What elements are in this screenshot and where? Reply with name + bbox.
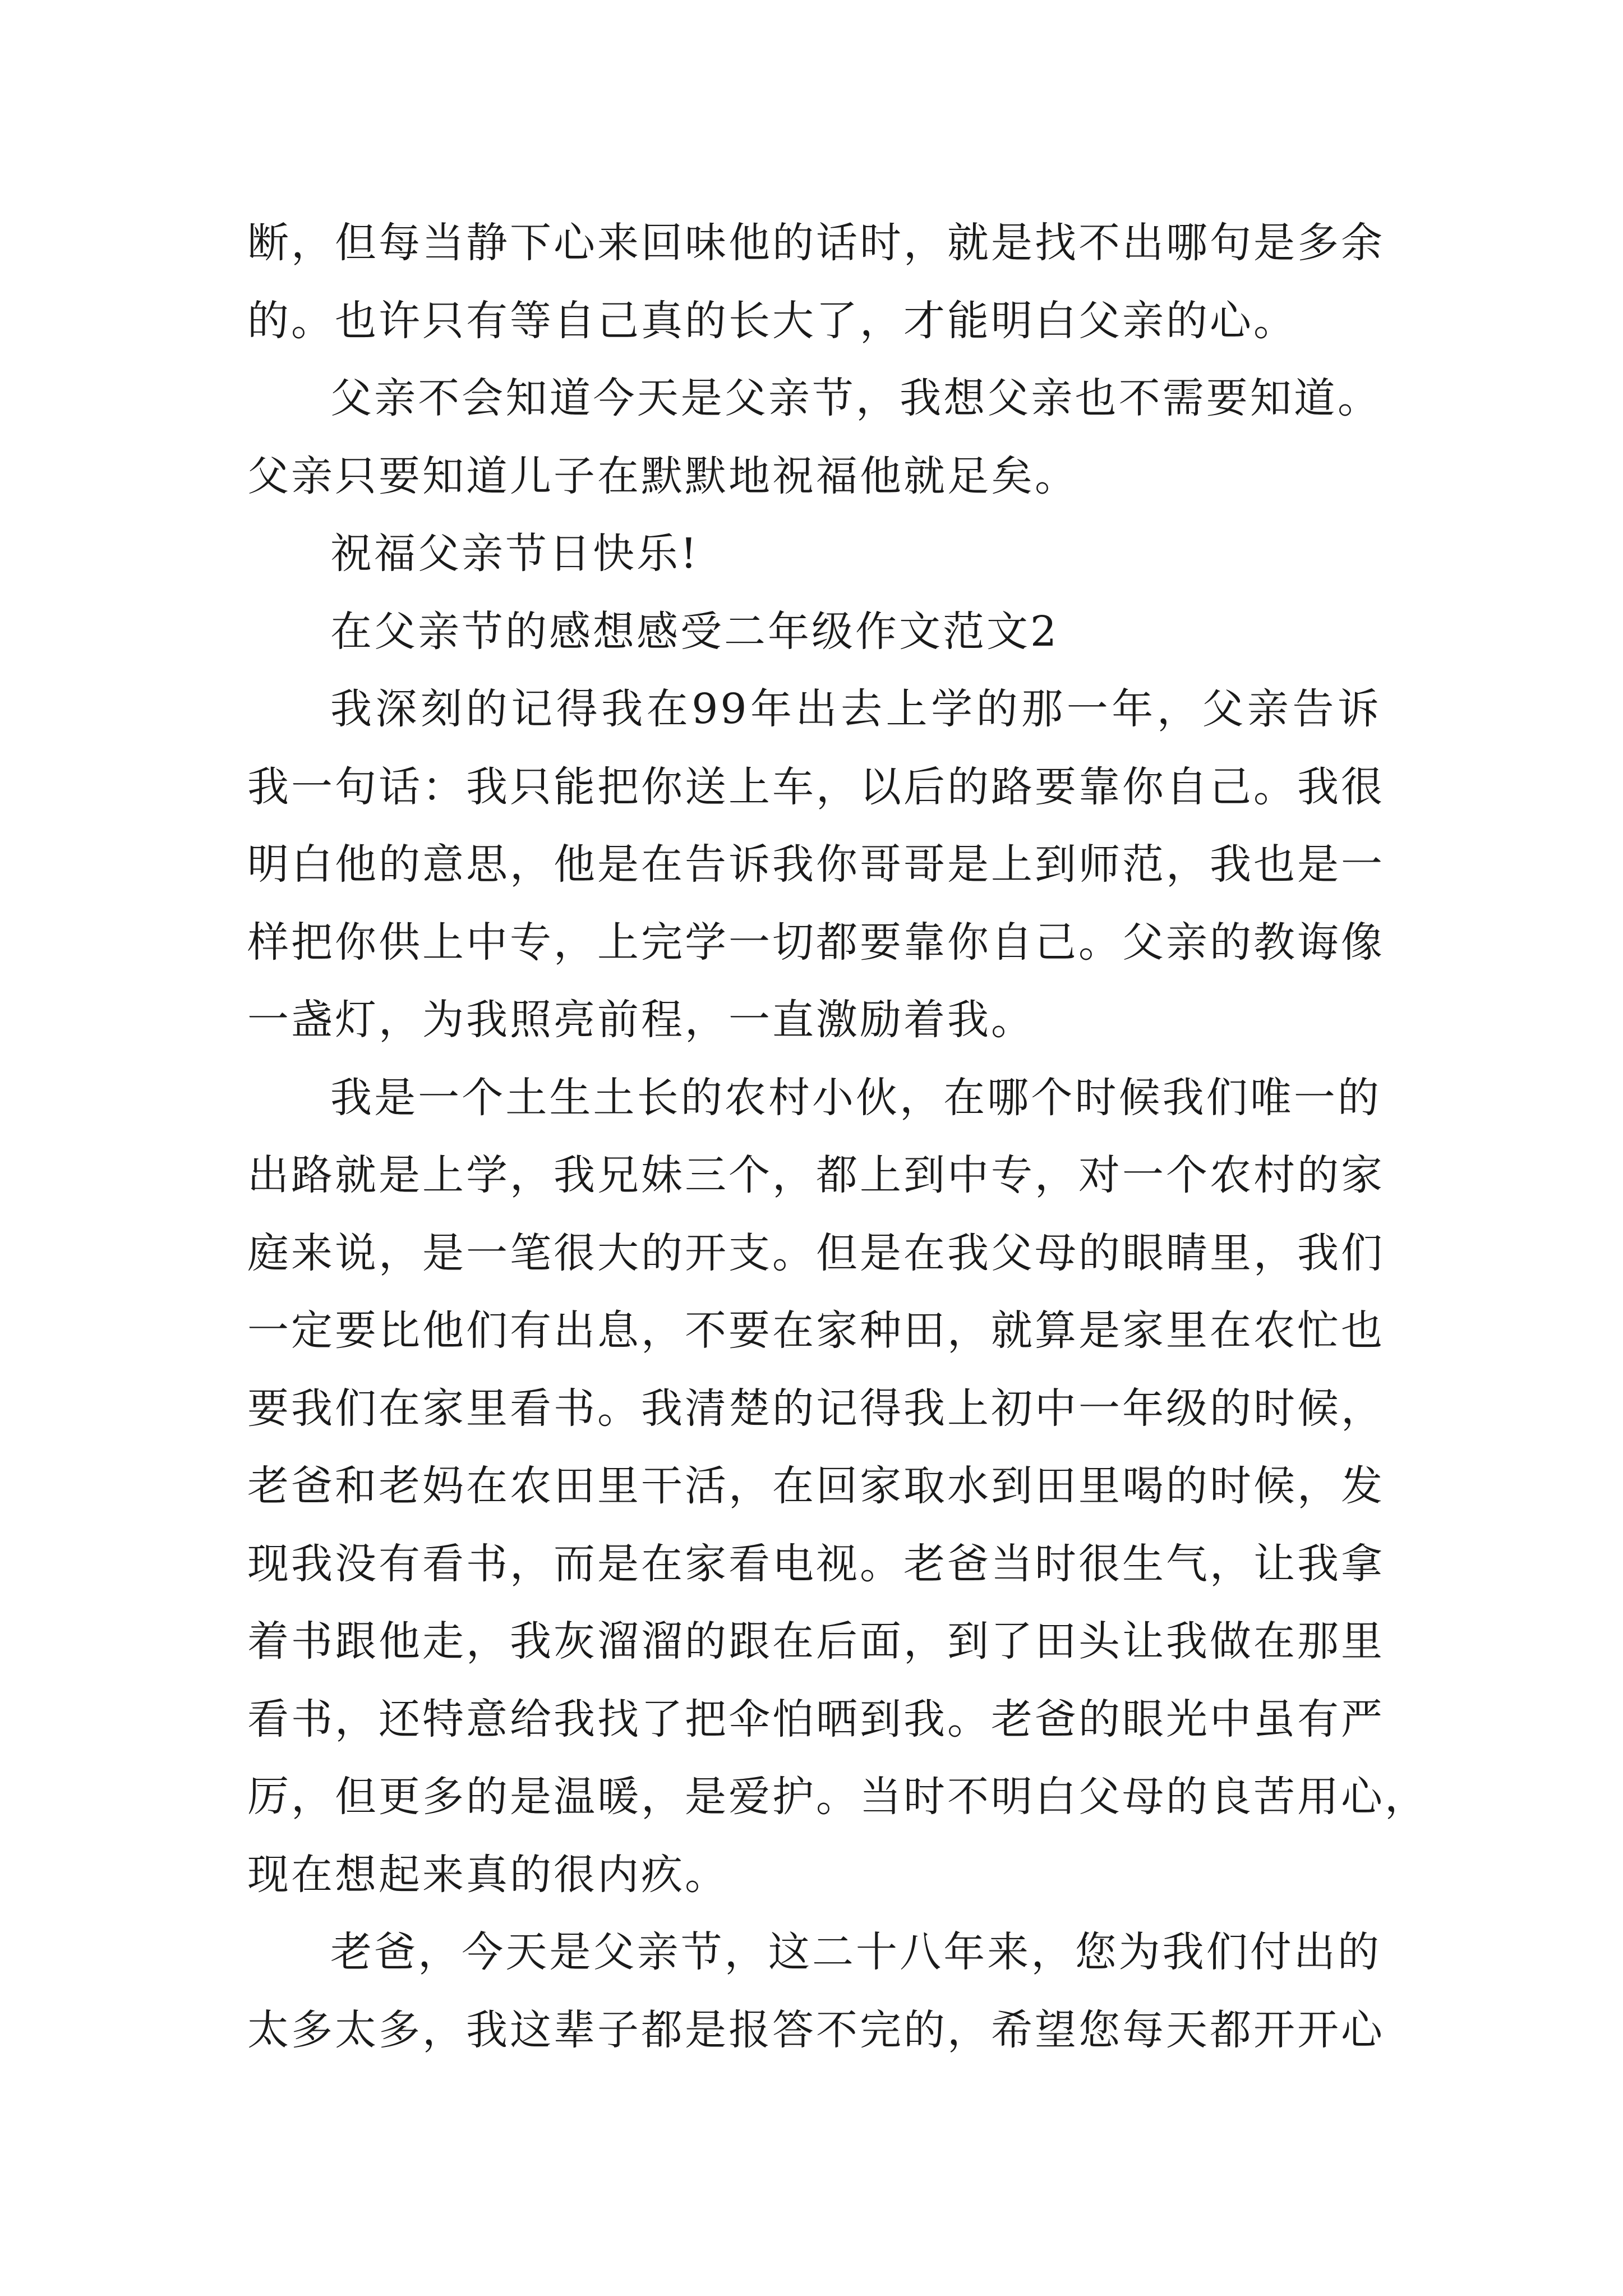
text-line: 父亲只要知道儿子在默默地祝福他就足矣。 — [247, 452, 1078, 500]
text-line: 我深刻的记得我在99年出去上学的那一年，父亲告诉 — [330, 685, 1381, 733]
document-body — [247, 204, 1428, 2069]
text-line: 我一句话：我只能把你送上车，以后的路要靠你自己。我很 — [247, 762, 1385, 811]
paragraph — [247, 670, 1385, 1059]
text-line: 老爸和老妈在农田里干活，在回家取水到田里喝的时候，发 — [247, 1462, 1385, 1510]
text-line: 现在想起来真的很内疚。 — [247, 1850, 728, 1899]
text-line: 祝福父亲节日快乐! — [330, 530, 699, 578]
text-line: 看书，还特意给我找了把伞怕晒到我。老爸的眼光中虽有严 — [247, 1695, 1385, 1743]
text-line: 明白他的意思，他是在告诉我你哥哥是上到师范，我也是一 — [247, 840, 1385, 889]
text-line: 太多太多，我这辈子都是报答不完的，希望您每天都开开心 — [247, 2005, 1385, 2054]
text-line: 样把你供上中专，上完学一切都要靠你自己。父亲的教诲像 — [247, 918, 1385, 967]
text-line: 出路就是上学，我兄妹三个，都上到中专，对一个农村的家 — [247, 1151, 1385, 1199]
text-line: 一定要比他们有出息，不要在家种田，就算是家里在农忙也 — [247, 1306, 1385, 1355]
text-line: 在父亲节的感想感受二年级作文范文2 — [330, 607, 1059, 656]
paragraph — [247, 360, 1381, 515]
text-line: 我是一个土生土长的农村小伙，在哪个时候我们唯一的 — [330, 1073, 1381, 1122]
text-line: 父亲不会知道今天是父亲节，我想父亲也不需要知道。 — [330, 374, 1381, 422]
text-line: 老爸，今天是父亲节，这二十八年来，您为我们付出的 — [330, 1928, 1381, 1976]
text-line: 着书跟他走，我灰溜溜的跟在后面，到了田头让我做在那里 — [247, 1617, 1385, 1665]
text-line: 现我没有看书，而是在家看电视。老爸当时很生气，让我拿 — [247, 1539, 1385, 1588]
text-line: 庭来说，是一笔很大的开支。但是在我父母的眼睛里，我们 — [247, 1228, 1385, 1277]
text-line: 一盏灯，为我照亮前程，一直激励着我。 — [247, 996, 1035, 1044]
paragraph — [247, 204, 1385, 360]
paragraph — [247, 1059, 1428, 1914]
paragraph — [247, 515, 1381, 593]
text-line: 的。也许只有等自己真的长大了，才能明白父亲的心。 — [247, 296, 1297, 345]
paragraph — [247, 1913, 1385, 2069]
text-line: 要我们在家里看书。我清楚的记得我上初中一年级的时候， — [247, 1384, 1385, 1433]
section-title — [247, 593, 1381, 671]
text-line: 厉，但更多的是温暖，是爱护。当时不明白父母的良苦用心， — [247, 1773, 1428, 1821]
text-line: 断，但每当静下心来回味他的话时，就是找不出哪句是多余 — [247, 219, 1385, 267]
